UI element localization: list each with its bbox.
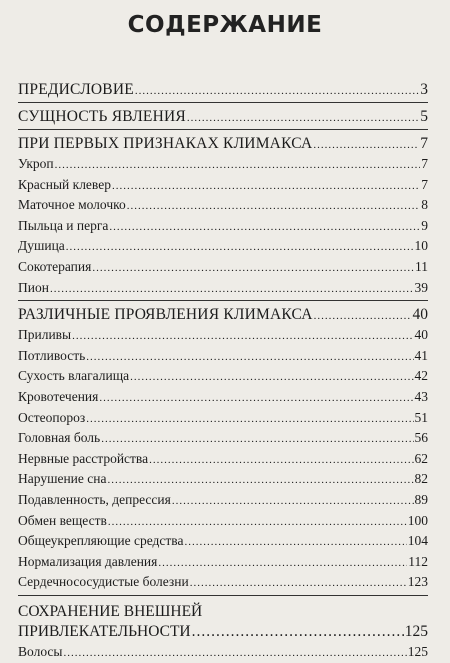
toc-page-number: 7	[420, 135, 428, 152]
toc-page-number: 7	[421, 176, 428, 192]
toc-item	[18, 236, 428, 257]
toc-page-number: 40	[414, 327, 428, 343]
toc-item	[18, 572, 428, 593]
leader-dots	[50, 278, 414, 300]
toc-item-label: Нормализация давления	[18, 553, 158, 569]
toc-item	[18, 278, 428, 299]
toc-section-label: СУЩНОСТЬ ЯВЛЕНИЯ	[18, 108, 186, 125]
toc-item	[18, 325, 428, 346]
section-divider	[18, 300, 428, 301]
toc-item	[18, 642, 428, 663]
leader-dots	[86, 346, 413, 368]
leader-dots	[112, 175, 420, 197]
toc-item-label: Общеукрепляющие средства	[18, 533, 184, 549]
toc-section-appearance	[18, 602, 428, 642]
toc-page-number: 43	[414, 388, 428, 404]
toc-page-number: 42	[414, 368, 428, 384]
toc-section-label: СОХРАНЕНИЕ ВНЕШНЕЙ	[18, 602, 203, 620]
toc-page-number: 82	[414, 471, 428, 487]
toc-page-number: 56	[414, 430, 428, 446]
toc-section-manifestations	[18, 304, 428, 325]
toc-page-number: 123	[407, 574, 428, 590]
toc-item-label: Кровотечения	[18, 388, 99, 404]
section-divider	[18, 129, 428, 130]
leader-dots	[86, 408, 413, 430]
toc-item-label: Пион	[18, 279, 49, 295]
toc-item	[18, 490, 428, 511]
leader-dots	[190, 572, 407, 594]
toc-page-number: 51	[414, 409, 428, 425]
toc-item-label: Красный клевер	[18, 176, 111, 192]
toc-page-number: 40	[412, 306, 428, 324]
leader-dots	[99, 387, 413, 409]
toc-item-label: Сердечнососудистые болезни	[18, 574, 189, 590]
leader-dots	[127, 195, 421, 217]
toc-item-label: Потливость	[18, 347, 86, 363]
toc-item-label: Маточное молочко	[18, 197, 126, 213]
toc-item-label: Головная боль	[18, 430, 101, 446]
toc-page-number: 39	[414, 279, 428, 295]
toc-item-label: Нервные расстройства	[18, 450, 149, 466]
toc-item	[18, 216, 428, 237]
leader-dots	[63, 642, 406, 663]
toc-item	[18, 449, 428, 470]
toc-page-number: 10	[414, 238, 428, 254]
leader-dots	[107, 469, 413, 491]
toc-item-label: Подавленность, депрессия	[18, 491, 171, 507]
toc-item-label: Душица	[18, 238, 65, 254]
toc-section-label-line2	[18, 622, 428, 642]
toc-section-label: ПРИ ПЕРВЫХ ПРИЗНАКАХ КЛИМАКСА	[18, 135, 313, 152]
section-divider	[18, 595, 428, 596]
toc-page-number: 125	[407, 643, 428, 659]
toc-page-number: 125	[404, 622, 428, 640]
toc-page-number: 7	[421, 156, 428, 171]
toc-page-number: 89	[414, 491, 428, 507]
toc-item-label: Остеопороз	[18, 409, 86, 425]
toc-page-number: 5	[420, 108, 428, 125]
toc-item	[18, 154, 428, 175]
leader-dots	[313, 133, 419, 156]
leader-dots	[135, 79, 419, 102]
toc-page-number: 11	[415, 258, 428, 274]
leader-dots	[109, 216, 420, 238]
toc-item	[18, 366, 428, 387]
toc-page-number: 100	[407, 512, 428, 528]
toc-section-label: ПРЕДИСЛОВИЕ	[18, 81, 134, 98]
leader-dots	[314, 304, 412, 327]
toc-item-label: Сухость влагалища	[18, 368, 130, 384]
leader-dots	[92, 257, 414, 279]
toc-item	[18, 346, 428, 367]
toc-page-number: 104	[407, 533, 428, 549]
toc-item	[18, 195, 428, 216]
leader-dots	[149, 449, 413, 471]
toc-item	[18, 387, 428, 408]
section-divider	[18, 102, 428, 103]
toc-page-number: 62	[414, 450, 428, 466]
toc-item-label: Приливы	[18, 327, 72, 343]
toc-item	[18, 257, 428, 278]
leader-dots	[130, 366, 413, 388]
leader-dots	[192, 622, 404, 642]
toc-item-label: Нарушение сна	[18, 471, 107, 487]
toc-item	[18, 428, 428, 449]
leader-dots	[158, 552, 407, 574]
toc-section-label: ПРИВЛЕКАТЕЛЬНОСТИ	[18, 622, 191, 640]
leader-dots	[172, 490, 414, 512]
toc-item	[18, 469, 428, 490]
toc-page-number: 41	[414, 347, 428, 363]
toc-item-label: Волосы	[18, 643, 63, 659]
toc-page-number: 9	[421, 217, 428, 233]
toc-item-label: Укроп	[18, 156, 54, 171]
leader-dots	[108, 511, 407, 533]
toc-item-label: Пыльца и перга	[18, 217, 109, 233]
toc-item	[18, 175, 428, 196]
leader-dots	[101, 428, 413, 450]
leader-dots	[184, 531, 406, 553]
leader-dots	[187, 106, 419, 129]
toc-item-label: Сокотерапия	[18, 258, 92, 274]
page-title: СОДЕРЖАНИЕ	[127, 12, 323, 38]
toc-page-number: 3	[420, 81, 428, 98]
toc-item	[18, 408, 428, 429]
toc-item	[18, 531, 428, 552]
leader-dots	[55, 154, 421, 176]
leader-dots	[72, 325, 413, 347]
toc-page-number: 112	[408, 553, 428, 569]
toc-section-first-signs	[18, 133, 428, 154]
leader-dots	[66, 236, 414, 258]
toc-item	[18, 552, 428, 573]
table-of-contents	[18, 76, 428, 662]
toc-section-essence	[18, 106, 428, 127]
toc-item-label: Обмен веществ	[18, 512, 107, 528]
toc-item	[18, 511, 428, 532]
toc-page-number: 8	[421, 197, 428, 213]
toc-section-preface	[18, 79, 428, 100]
toc-section-label: РАЗЛИЧНЫЕ ПРОЯВЛЕНИЯ КЛИМАКСА	[18, 306, 313, 324]
